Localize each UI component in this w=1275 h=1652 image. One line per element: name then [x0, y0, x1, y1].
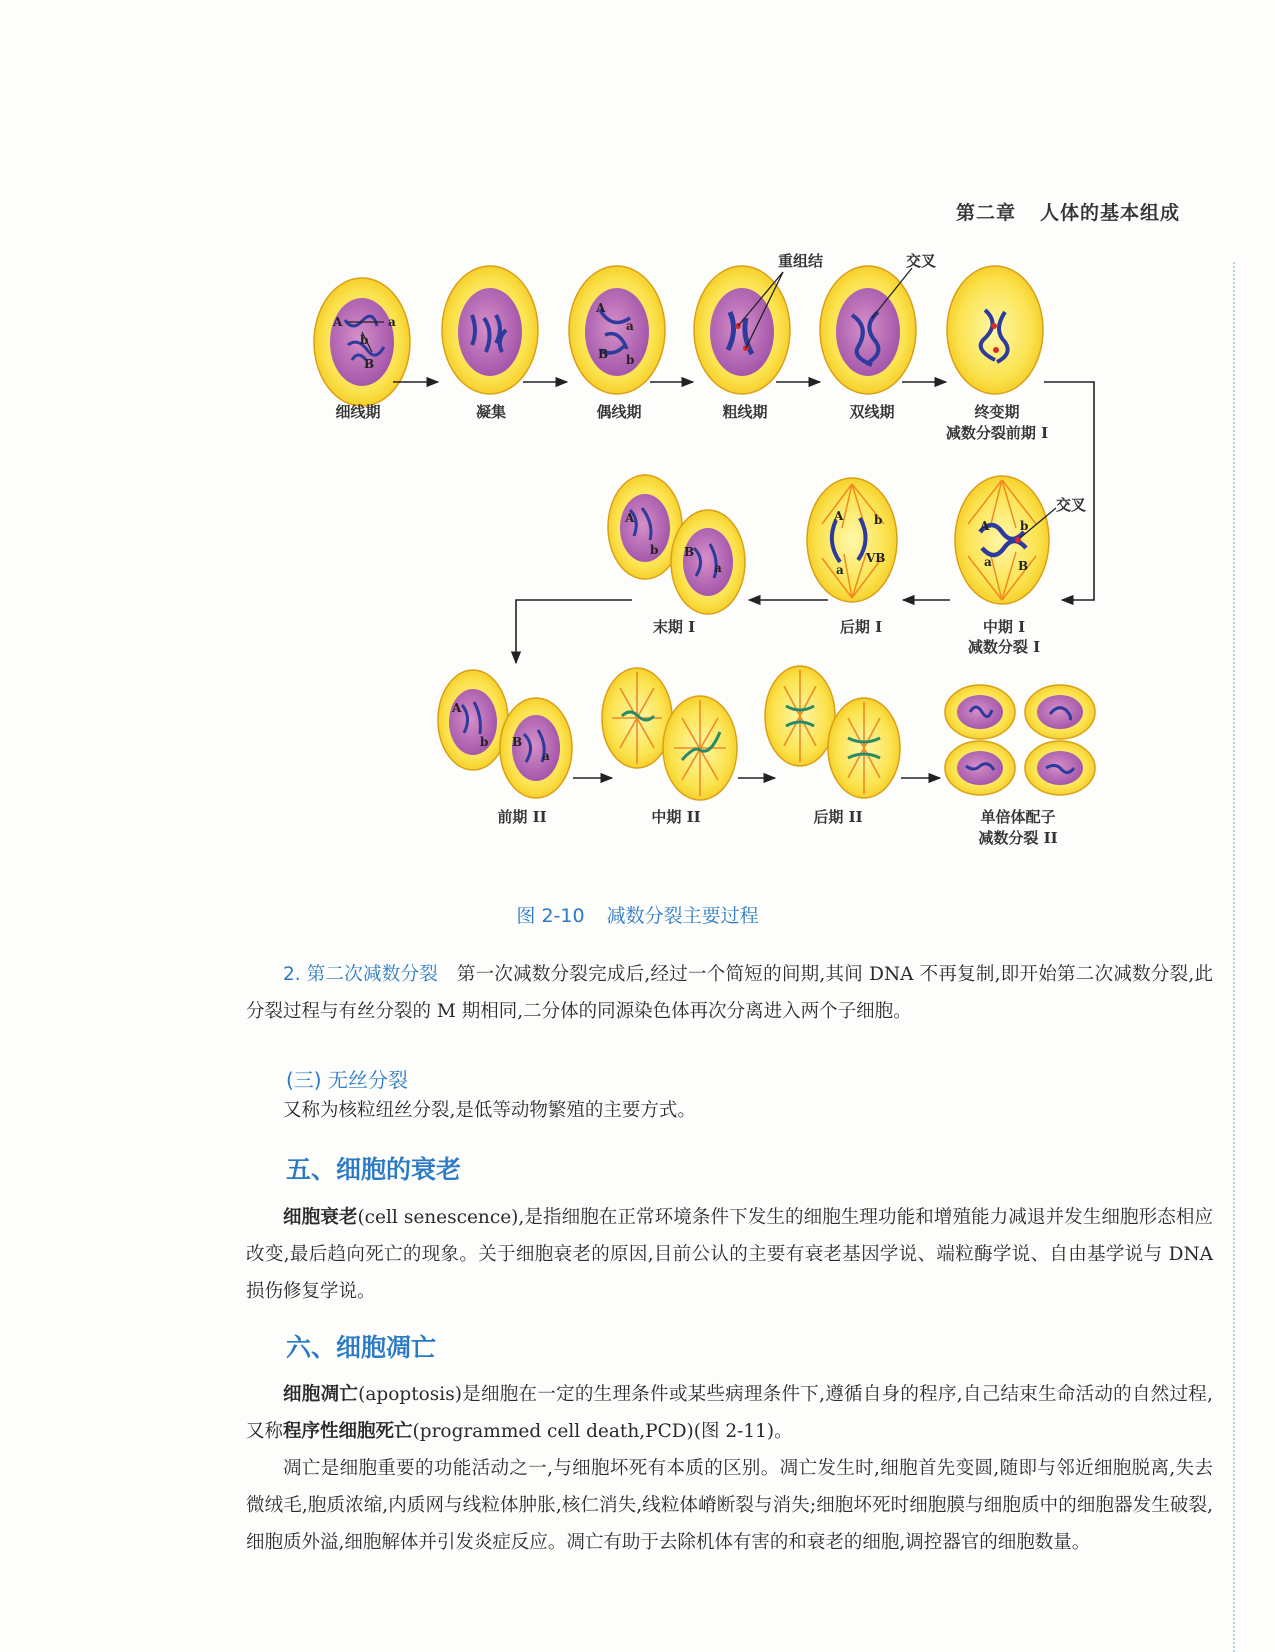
- label-B: B: [364, 357, 375, 371]
- label-a: a: [836, 563, 844, 577]
- stage-label-diakinesis: 终变期: [974, 403, 1020, 421]
- callout-recombination-nodule: 重组结: [778, 252, 824, 270]
- label-B: B: [684, 545, 695, 559]
- label-b: b: [650, 543, 659, 557]
- figure-caption: [0, 901, 1275, 928]
- paragraph-text: (cell senescence),是指细胞在正常环境条件下发生的细胞生理功能和增殖能力减退并发生细胞形态相应改变,最后趋向死亡的现象。关于细胞衰老的原因,目前公认的主要有衰老基因学说、端粒酶学说、自由基学说与 DNA 损伤修复学说。: [246, 1207, 1213, 1302]
- cell-gametes: [945, 685, 1095, 795]
- label-b: b: [1020, 519, 1029, 533]
- cell-metaphase-ii: [602, 668, 737, 800]
- label-B: B: [1018, 559, 1029, 573]
- figure-title: 减数分裂主要过程: [606, 905, 759, 927]
- cell-anaphase-ii: [765, 666, 900, 798]
- chapter-title: 人体的基本组成: [1039, 202, 1180, 224]
- callout-chiasma-side: 交叉: [1056, 496, 1087, 514]
- label-a: a: [388, 315, 396, 329]
- cell-telophase-i: [608, 475, 745, 614]
- cell-zygotene: [569, 266, 665, 394]
- label-A: A: [452, 701, 462, 715]
- paragraph-text: 凋亡是细胞重要的功能活动之一,与细胞坏死有本质的区别。凋亡发生时,细胞首先变圆,随即与邻近细胞脱离,失去微绒毛,胞质浓缩,内质网与线粒体肿胀,核仁消失,线粒体嵴断裂与消失;细胞坏死时细胞膜与细胞质中的细胞器发生破裂,细胞质外溢,细胞解体并引发炎症反应。凋亡有助于去除机体有害的和衰老的细胞,调控器官的细胞数量。: [246, 1458, 1213, 1553]
- term-apoptosis: 细胞凋亡: [283, 1384, 359, 1405]
- subheading-amitosis: (三) 无丝分裂: [286, 1068, 408, 1092]
- label-A: A: [625, 511, 635, 525]
- cell-anaphase-i: [807, 478, 897, 602]
- label-B: B: [598, 347, 609, 361]
- cell-prophase-ii: [438, 670, 572, 798]
- label-a: a: [626, 319, 634, 333]
- label-A: A: [333, 315, 343, 329]
- paragraph-apoptosis-vs-necrosis: [246, 1450, 1213, 1561]
- stage-label-metaphase-i: 中期 I: [982, 618, 1026, 636]
- label-VB: VB: [866, 551, 886, 565]
- paragraph-text: 第一次减数分裂完成后,经过一个简短的间期,其间 DNA 不再复制,即开始第二次减数分裂,此分裂过程与有丝分裂的 M 期相同,二分体的同源染色体再次分离进入两个子细胞。: [246, 964, 1213, 1022]
- callout-chiasma-top: 交叉: [906, 252, 937, 270]
- cell-leptotene: [314, 278, 410, 406]
- cell-diplotene: [820, 266, 916, 394]
- paragraph-text: (apoptosis)是细胞在一定的生理条件或某些病理条件下,遵循自身的程序,自己结束生命活动的自然过程,又称: [246, 1384, 1213, 1442]
- label-B: B: [512, 735, 523, 749]
- term-pcd: 程序性细胞死亡: [283, 1421, 413, 1442]
- stage-label-diplotene: 双线期: [849, 403, 895, 421]
- paragraph-amitosis: [246, 1092, 1213, 1129]
- stage-label-zygotene: 偶线期: [596, 403, 642, 421]
- stage-label-meiosis-ii: 减数分裂 II: [978, 829, 1058, 847]
- stage-label-leptotene: 细线期: [335, 403, 381, 421]
- label-b: b: [626, 353, 635, 367]
- stage-label-gametes: 单倍体配子: [980, 808, 1056, 826]
- cell-metaphase-i: [955, 476, 1056, 604]
- label-b: b: [360, 333, 369, 347]
- paragraph-second-meiosis: [246, 956, 1213, 1030]
- label-A: A: [596, 301, 606, 315]
- stage-label-meiosis-i: 减数分裂 I: [967, 638, 1041, 656]
- chapter-number: 第二章: [955, 202, 1016, 224]
- cell-pachytene: [694, 266, 790, 394]
- stage-label-anaphase-i: 后期 I: [839, 618, 883, 636]
- label-a: a: [984, 555, 992, 569]
- stage-label-condensation: 凝集: [475, 403, 507, 421]
- section-title-senescence: 五、细胞的衰老: [286, 1155, 462, 1184]
- label-b: b: [480, 735, 489, 749]
- paragraph-senescence: [246, 1199, 1213, 1310]
- connector-arrow: [516, 600, 632, 663]
- paragraph-text: 又称为核粒纽丝分裂,是低等动物繁殖的主要方式。: [283, 1100, 696, 1121]
- stage-label-prophase-ii: 前期 II: [497, 808, 547, 826]
- cell-diakinesis: [947, 266, 1043, 394]
- stage-label-telophase-i: 末期 I: [652, 618, 696, 636]
- term-senescence: 细胞衰老: [283, 1207, 358, 1228]
- stage-label-anaphase-ii: 后期 II: [813, 808, 863, 826]
- stage-label-pachytene: 粗线期: [722, 403, 768, 421]
- connector-arrow: [1044, 382, 1094, 600]
- label-a: a: [714, 561, 722, 575]
- stage-label-prophase-i: 减数分裂前期 I: [945, 424, 1049, 442]
- paragraph-lead: 2. 第二次减数分裂: [283, 964, 439, 985]
- label-b: b: [874, 513, 883, 527]
- figure-number: 图 2-10: [516, 905, 585, 927]
- label-a: a: [542, 749, 550, 763]
- label-A: A: [834, 509, 844, 523]
- stage-label-metaphase-ii: 中期 II: [651, 808, 701, 826]
- paragraph-text: (programmed cell death,PCD)(图 2-11)。: [412, 1421, 793, 1442]
- paragraph-apoptosis: [246, 1376, 1213, 1450]
- cell-condensation: [442, 266, 538, 394]
- section-title-apoptosis: 六、细胞凋亡: [286, 1333, 437, 1362]
- label-A: A: [980, 519, 990, 533]
